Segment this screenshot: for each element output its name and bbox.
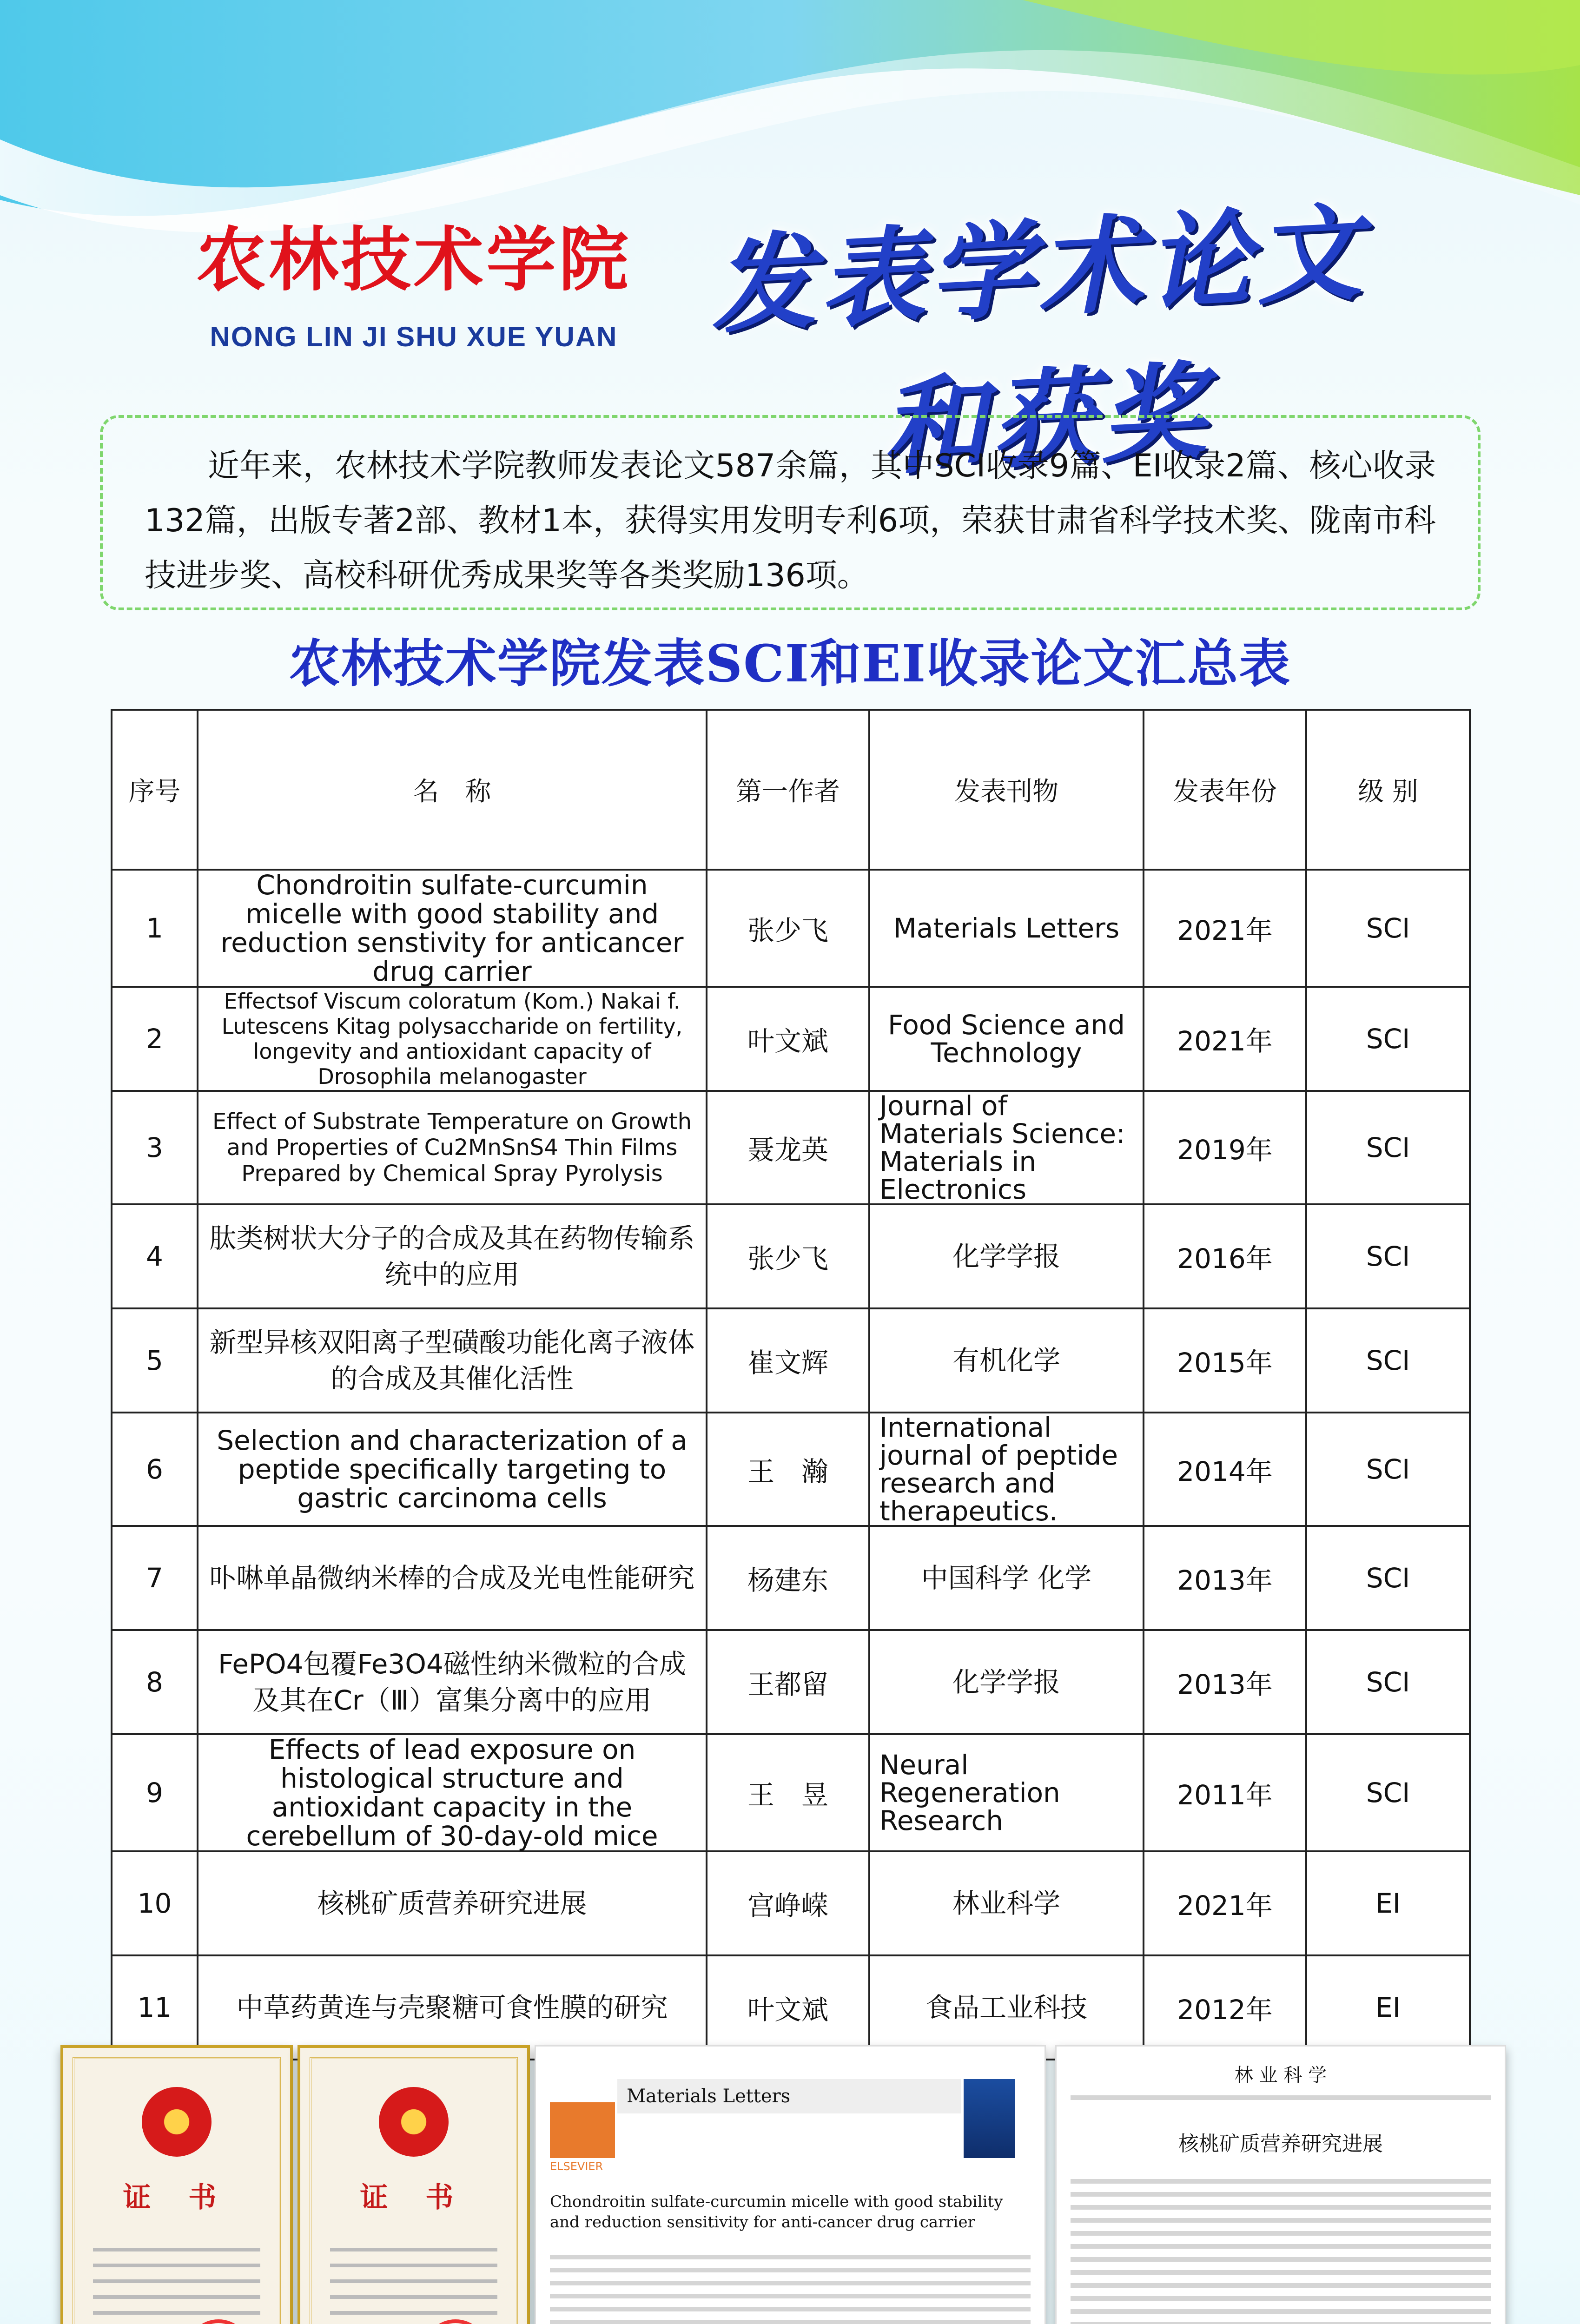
row-no: 4	[112, 1204, 198, 1308]
row-title: Chondroitin sulfate-curcumin micelle with good stability and reduction senstivity for anticancer drug carrier	[198, 870, 707, 987]
row-year: 2019年	[1144, 1091, 1306, 1204]
publisher-name: ELSEVIER	[550, 2160, 603, 2173]
row-level: SCI	[1306, 1734, 1470, 1851]
journal-name: Materials Letters	[627, 2086, 791, 2107]
row-journal: Neural Regeneration Research	[869, 1734, 1144, 1851]
row-title: 肽类树状大分子的合成及其在药物传输系统中的应用	[198, 1204, 707, 1308]
row-title: Effectsof Viscum coloratum (Kom.) Nakai f. Lutescens Kitag polysaccharide on fertility, longevity and antioxidant capacity of Drosophila melanogaster	[198, 987, 707, 1091]
journal-name: 林 业 科 学	[1234, 2065, 1327, 2086]
certificate-heading: 证 书	[360, 2181, 468, 2214]
row-level: SCI	[1306, 987, 1470, 1091]
row-no: 11	[112, 1955, 198, 2060]
row-no: 9	[112, 1734, 198, 1851]
journal-cover-icon	[964, 2079, 1015, 2158]
row-year: 2016年	[1144, 1204, 1306, 1308]
row-title: 核桃矿质营养研究进展	[198, 1851, 707, 1955]
row-author: 杨建东	[707, 1526, 869, 1630]
paper-title: Chondroitin sulfate-curcumin micelle with good stability and reduction sensitivity for anti-cancer drug carrier	[550, 2192, 1003, 2232]
row-author: 王 昱	[707, 1734, 869, 1851]
table-row	[112, 1413, 1470, 1526]
header-year: 发表年份	[1144, 710, 1306, 870]
table-row	[112, 1734, 1470, 1851]
row-title: 卟啉单晶微纳米棒的合成及光电性能研究	[198, 1526, 707, 1630]
row-author: 叶文斌	[707, 987, 869, 1091]
row-no: 6	[112, 1413, 198, 1526]
row-journal: International journal of peptide research and therapeutics.	[869, 1413, 1144, 1526]
row-title: FePO4包覆Fe3O4磁性纳米微粒的合成及其在Cr（Ⅲ）富集分离中的应用	[198, 1630, 707, 1734]
row-level: SCI	[1306, 1091, 1470, 1204]
row-year: 2013年	[1144, 1630, 1306, 1734]
row-journal: 中国科学 化学	[869, 1526, 1144, 1630]
row-title: 新型异核双阳离子型磺酸功能化离子液体的合成及其催化活性	[198, 1308, 707, 1413]
row-level: SCI	[1306, 1204, 1470, 1308]
header-level: 级 别	[1306, 710, 1470, 870]
row-year: 2021年	[1144, 1851, 1306, 1955]
row-year: 2021年	[1144, 987, 1306, 1091]
row-level: EI	[1306, 1955, 1470, 2060]
row-title: Effect of Substrate Temperature on Growth and Properties of Cu2MnSnS4 Thin Films Prepared by Chemical Spray Pyrolysis	[198, 1091, 707, 1204]
row-journal: 化学学报	[869, 1630, 1144, 1734]
row-title: Effects of lead exposure on histological structure and antioxidant capacity in the cerebellum of 30-day-old mice	[198, 1734, 707, 1851]
table-row	[112, 870, 1470, 987]
table-row	[112, 1630, 1470, 1734]
row-year: 2015年	[1144, 1308, 1306, 1413]
row-year: 2014年	[1144, 1413, 1306, 1526]
row-journal: Materials Letters	[869, 870, 1144, 987]
elsevier-logo-icon	[550, 2102, 615, 2158]
intro-box	[100, 415, 1481, 610]
certificate-text-lines	[93, 2236, 260, 2324]
table-row	[112, 1091, 1470, 1204]
row-author: 崔文辉	[707, 1308, 869, 1413]
national-emblem-icon	[142, 2087, 212, 2157]
header-no: 序号	[112, 710, 198, 870]
certificate-photo-1	[60, 2045, 293, 2324]
table-row	[112, 1204, 1470, 1308]
row-author: 张少飞	[707, 870, 869, 987]
row-level: SCI	[1306, 1308, 1470, 1413]
row-no: 3	[112, 1091, 198, 1204]
row-journal: 有机化学	[869, 1308, 1144, 1413]
paper-title: 核桃矿质营养研究进展	[1178, 2132, 1383, 2156]
row-year: 2012年	[1144, 1955, 1306, 2060]
row-level: EI	[1306, 1851, 1470, 1955]
row-journal: 化学学报	[869, 1204, 1144, 1308]
school-pinyin: NONG LIN JI SHU XUE YUAN	[210, 321, 618, 352]
paper-photo-forestry-science	[1055, 2045, 1506, 2324]
national-emblem-icon	[379, 2087, 449, 2157]
row-author: 叶文斌	[707, 1955, 869, 2060]
table-row	[112, 987, 1470, 1091]
row-no: 8	[112, 1630, 198, 1734]
row-no: 2	[112, 987, 198, 1091]
row-no: 5	[112, 1308, 198, 1413]
row-journal: 食品工业科技	[869, 1955, 1144, 2060]
row-author: 王都留	[707, 1630, 869, 1734]
paper-photo-materials-letters	[535, 2045, 1046, 2324]
row-level: SCI	[1306, 1413, 1470, 1526]
row-title: Selection and characterization of a peptide specifically targeting to gastric carcinoma cells	[198, 1413, 707, 1526]
journal-name-box	[617, 2079, 961, 2113]
certificate-text-lines	[330, 2236, 497, 2324]
row-author: 聂龙英	[707, 1091, 869, 1204]
header-author: 第一作者	[707, 710, 869, 870]
row-no: 1	[112, 870, 198, 987]
row-year: 2021年	[1144, 870, 1306, 987]
row-year: 2011年	[1144, 1734, 1306, 1851]
journal-banner	[550, 2079, 1031, 2160]
table-row	[112, 1851, 1470, 1955]
papers-table	[111, 709, 1471, 2060]
row-level: SCI	[1306, 870, 1470, 987]
table-header-row	[112, 710, 1470, 870]
row-journal: Food Science and Technology	[869, 987, 1144, 1091]
table-title: 农林技术学院发表SCI和EI收录论文汇总表	[289, 634, 1291, 693]
table-row	[112, 1308, 1470, 1413]
header-title: 名 称	[198, 710, 707, 870]
slogan-title: 发表学术论文和获奖	[707, 191, 1368, 490]
table-row	[112, 1526, 1470, 1630]
row-year: 2013年	[1144, 1526, 1306, 1630]
row-author: 宫峥嵘	[707, 1851, 869, 1955]
certificate-photo-2	[297, 2045, 530, 2324]
table-row	[112, 1955, 1470, 2060]
row-no: 10	[112, 1851, 198, 1955]
school-name: 农林技术学院	[196, 220, 631, 301]
row-level: SCI	[1306, 1526, 1470, 1630]
intro-paragraph: 近年来，农林技术学院教师发表论文587余篇，其中SCI收录9篇、EI收录2篇、核心收录132篇，出版专著2部、教材1本，获得实用发明专利6项，荣获甘肃省科学技术奖、陇南市科技进步奖、高校科研优秀成果奖等各类奖励136项。	[145, 448, 1436, 594]
row-no: 7	[112, 1526, 198, 1630]
row-title: 中草药黄连与壳聚糖可食性膜的研究	[198, 1955, 707, 2060]
certificate-heading: 证 书	[123, 2181, 231, 2214]
row-author: 王 瀚	[707, 1413, 869, 1526]
header-journal: 发表刊物	[869, 710, 1144, 870]
row-author: 张少飞	[707, 1204, 869, 1308]
row-level: SCI	[1306, 1630, 1470, 1734]
row-journal: 林业科学	[869, 1851, 1144, 1955]
row-journal: Journal of Materials Science: Materials in Electronics	[869, 1091, 1144, 1204]
